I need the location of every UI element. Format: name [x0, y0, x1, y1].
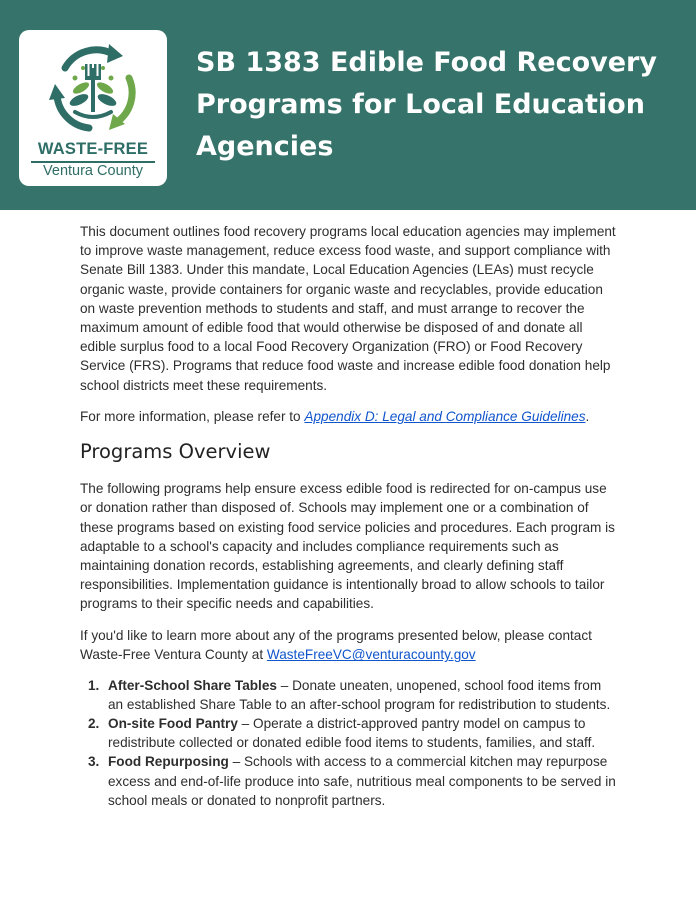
contact-prefix: If you'd like to learn more about any of the programs presented below, please contact Waste-Free Ventura County at [80, 628, 592, 663]
more-info-prefix: For more information, please refer to [80, 409, 305, 425]
header-banner [0, 0, 696, 210]
program-term: Food Repurposing [108, 754, 229, 770]
program-term: After-School Share Tables [108, 677, 277, 693]
logo-subtitle: Ventura County [43, 163, 143, 179]
program-description: – Schools with access to a commercial kitchen may repurpose excess and end-of-life produce into safe, nutritious meal components to be served in school meals or donated to nonprofit partners. [108, 754, 616, 808]
programs-list [80, 676, 620, 810]
more-info-suffix: . [585, 409, 590, 425]
list-number: 3. [88, 754, 100, 770]
program-description: – Operate a district-approved pantry model on campus to redistribute collected or donated edible food items to students, families, and staff. [108, 716, 596, 751]
program-term: On-site Food Pantry [108, 716, 238, 732]
section-heading: Programs Overview [80, 440, 271, 464]
list-number: 2. [88, 716, 100, 732]
list-number: 1. [88, 677, 100, 693]
logo [19, 30, 167, 186]
contact-email-link[interactable]: WasteFreeVC@venturacounty.gov [266, 647, 476, 663]
logo-wordmark: WASTE-FREE [37, 140, 149, 158]
page-title: SB 1383 Edible Food Recovery Programs for Local Education Agencies [196, 47, 657, 162]
list-item [80, 752, 620, 810]
intro-paragraph: This document outlines food recovery programs local education agencies may implement to improve waste management, reduce excess food waste, and support compliance with Senate Bill 1383. Under this mandate, Local Education Agencies (LEAs) must recycle organic waste, provide containers for organic waste and recyclables, provide education on waste prevention methods to students and staff, and must arrange to recover the maximum amount of edible food that would otherwise be disposed of and donate all edible surplus food to a local Food Recovery Organization (FRO) or Food Recovery Service (FRS). Programs that reduce food waste and increase edible food donation help school districts meet these requirements. [80, 224, 616, 393]
overview-paragraph: The following programs help ensure excess edible food is redirected for on-campus use or donation rather than disposed of. Schools may implement one or a combination of these programs based on existing food service policies and procedures. Each program is adaptable to a school's capacity and includes compliance requirements such as maintaining donation records, establishing agreements, and clearly defining staff responsibilities. Implementation guidance is intentionally broad to allow schools to tailor programs to their specific needs and capabilities. [80, 481, 615, 612]
fork-leaf-recycle-icon [43, 38, 143, 138]
program-description: – Donate uneaten, unopened, school food items from an established Share Table to an after-school program for redistribution to students. [108, 677, 611, 712]
document-body [80, 222, 620, 810]
more-info-paragraph [80, 407, 620, 426]
contact-paragraph [80, 626, 620, 664]
list-item [80, 714, 620, 752]
list-item [80, 676, 620, 714]
appendix-d-link[interactable]: Appendix D: Legal and Compliance Guidelines [304, 409, 586, 425]
